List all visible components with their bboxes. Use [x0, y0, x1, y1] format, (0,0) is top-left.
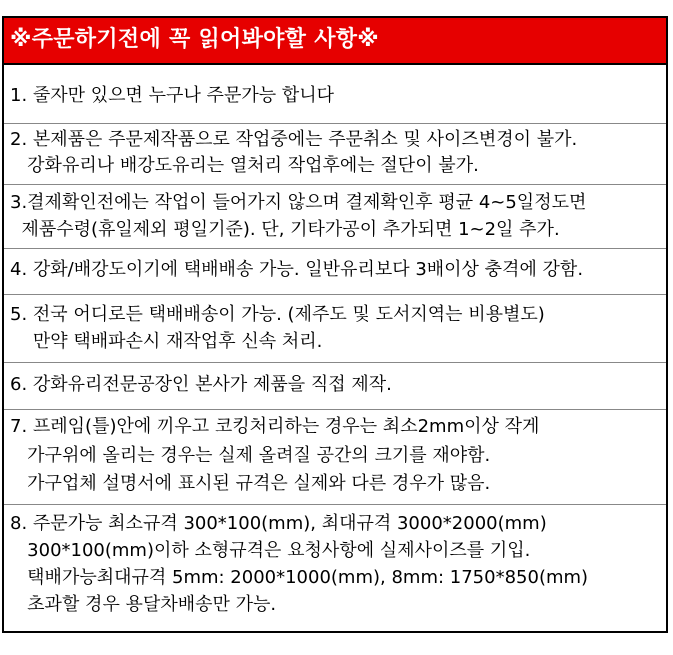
notice-item-5-line-2: 만약 택배파손시 재작업후 신속 처리.: [10, 331, 323, 352]
divider: [4, 409, 666, 410]
notice-item-5-line-1: 5. 전국 어디로든 택배배송이 가능. (제주도 및 도서지역는 비용별도): [10, 304, 545, 325]
notice-title: ※주문하기전에 꼭 읽어봐야할 사항※: [10, 27, 379, 52]
divider: [4, 184, 666, 185]
notice-item-1-line-1: 1. 줄자만 있으면 누구나 주문가능 합니다: [10, 85, 334, 106]
notice-item-8-line-4: 초과할 경우 용달차배송만 가능.: [10, 594, 277, 615]
notice-item-2-line-1: 2. 본제품은 주문제작품으로 작업중에는 주문취소 및 사이즈변경이 불가.: [10, 129, 578, 150]
notice-header: [4, 18, 666, 65]
divider: [4, 248, 666, 249]
notice-item-8-line-1: 8. 주문가능 최소규격 300*100(mm), 최대규격 3000*2000(mm): [10, 513, 547, 534]
notice-item-7-line-3: 가구업체 설명서에 표시된 규격은 실제와 다른 경우가 많음.: [10, 473, 491, 494]
notice-item-7-line-1: 7. 프레임(틀)안에 끼우고 코킹처리하는 경우는 최소2mm이상 작게: [10, 416, 540, 437]
divider: [4, 362, 666, 363]
order-notice-box: [2, 16, 668, 633]
notice-item-2-line-2: 강화유리나 배강도유리는 열처리 작업후에는 절단이 불가.: [10, 155, 479, 176]
notice-item-7-line-2: 가구위에 올리는 경우는 실제 올려질 공간의 크기를 재야함.: [10, 445, 491, 466]
notice-item-8-line-3: 택배가능최대규격 5mm: 2000*1000(mm), 8mm: 1750*850(mm): [10, 567, 589, 588]
notice-item-3-line-1: 3.결제확인전에는 작업이 들어가지 않으며 결제확인후 평균 4~5일정도면: [10, 192, 587, 213]
notice-item-4-line-1: 4. 강화/배강도이기에 택배배송 가능. 일반유리보다 3배이상 충격에 강함.: [10, 259, 584, 280]
notice-item-3-line-2: 제품수령(휴일제외 평일기준). 단, 기타가공이 추가되면 1~2일 추가.: [10, 219, 560, 240]
divider: [4, 123, 666, 124]
notice-item-8-line-2: 300*100(mm)이하 소형규격은 요청사항에 실제사이즈를 기입.: [10, 540, 531, 561]
divider: [4, 504, 666, 505]
notice-item-6-line-1: 6. 강화유리전문공장인 본사가 제품을 직접 제작.: [10, 374, 392, 395]
divider: [4, 294, 666, 295]
